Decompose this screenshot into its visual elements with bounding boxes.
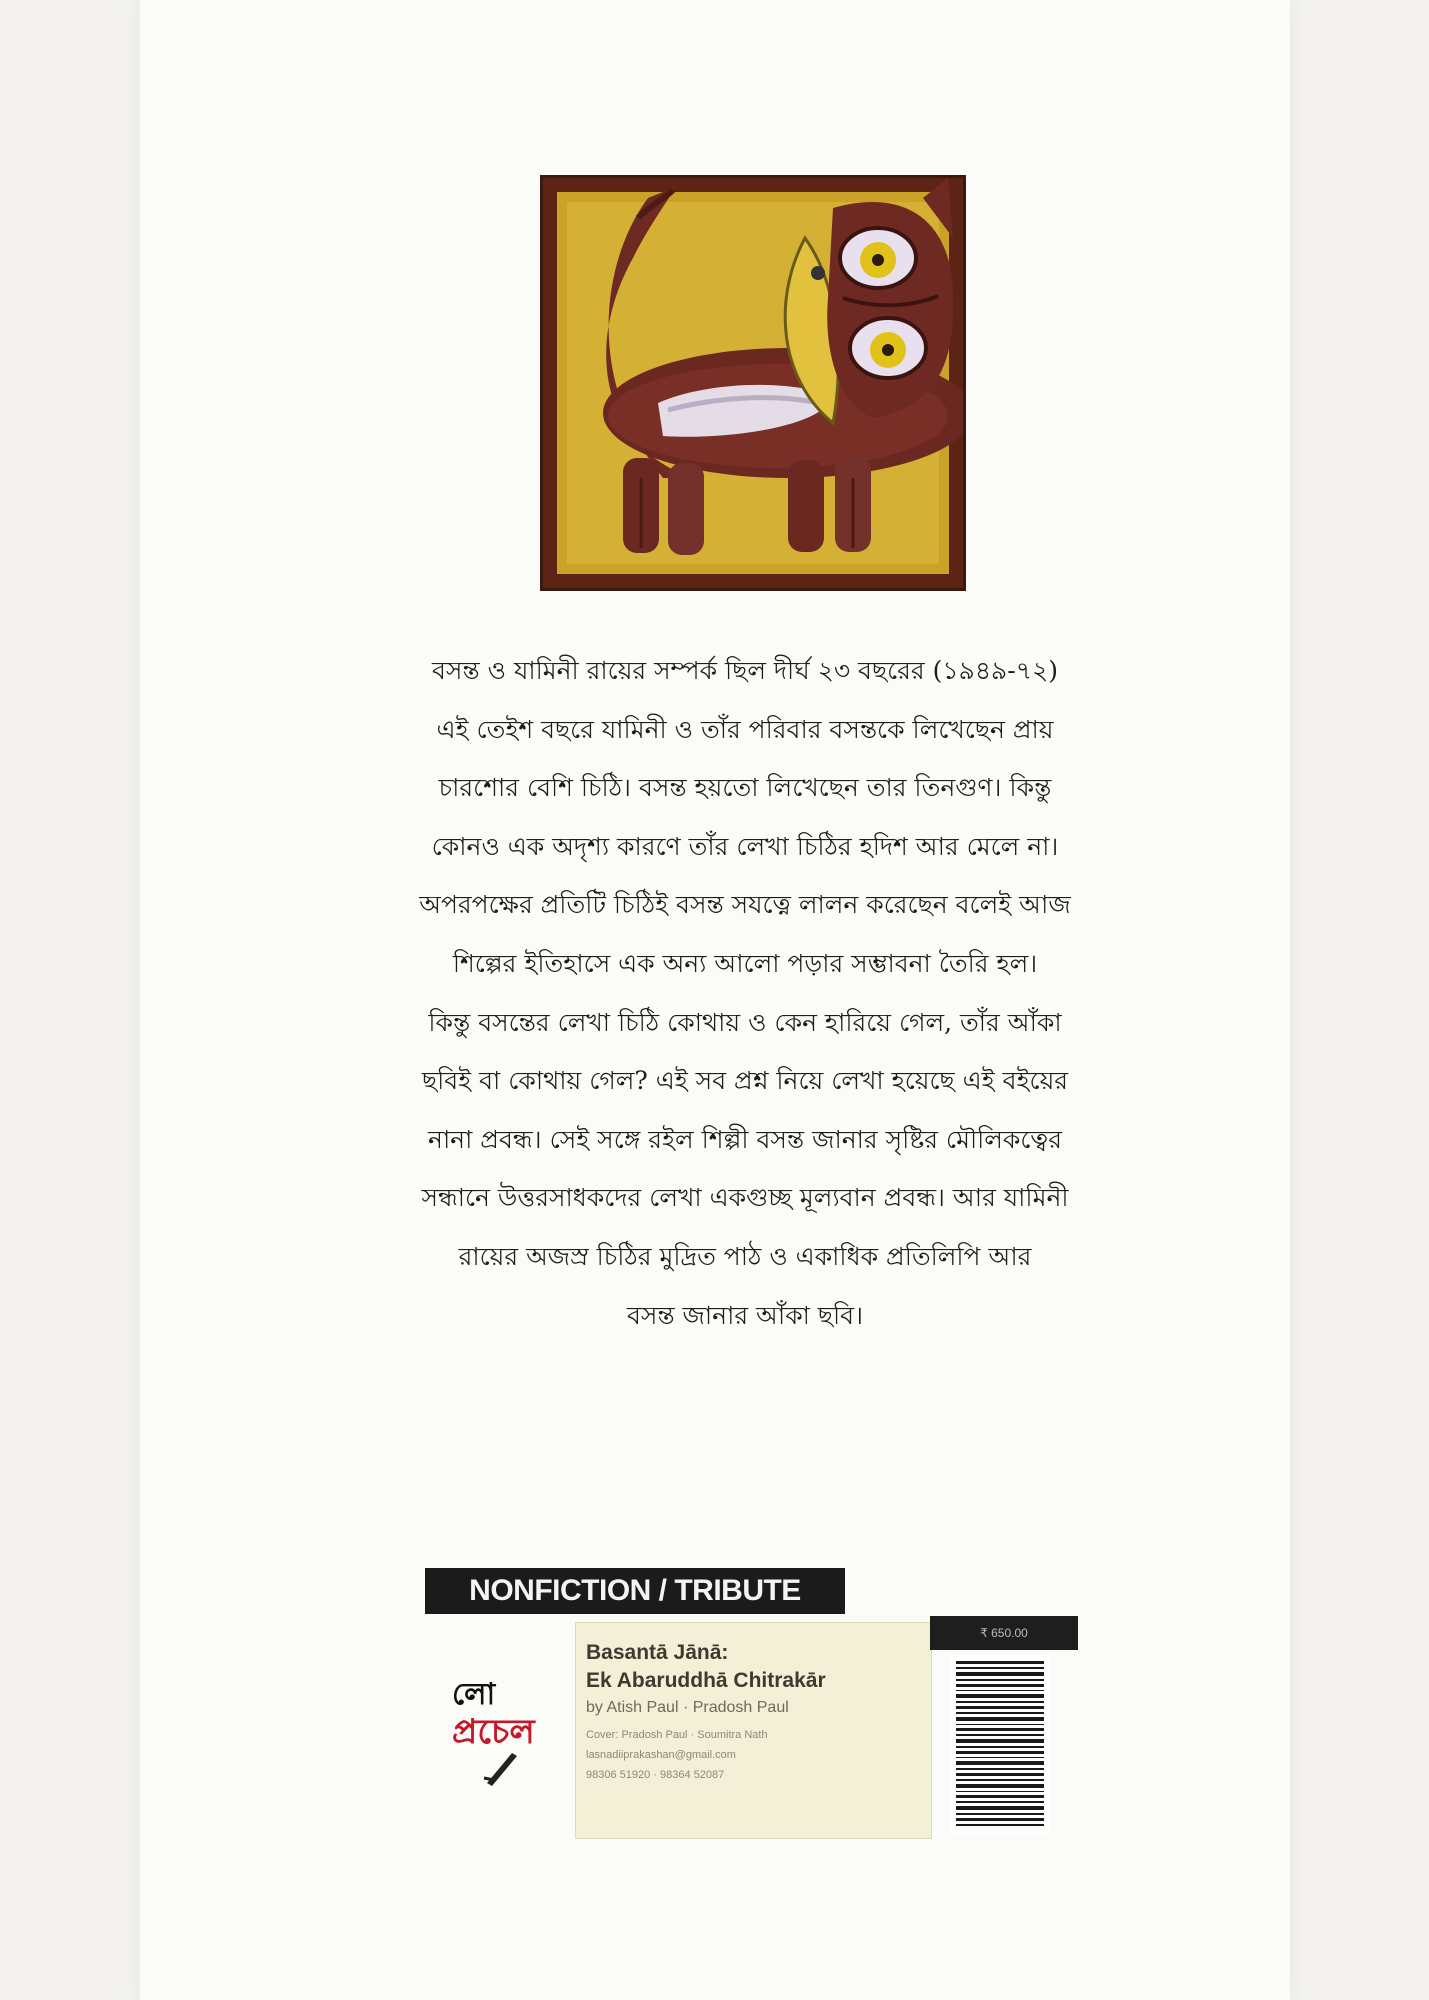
cover-credit: Cover: Pradosh Paul · Soumitra Nath [586,1729,768,1741]
barcode-icon [950,1655,1050,1835]
publisher-logo [452,1670,542,1790]
publisher-email: lasnadiiprakashan@gmail.com [586,1749,736,1761]
blurb-line: রায়ের অজস্র চিঠির মুদ্রিত পাঠ ও একাধিক প্রতিলিপি আর [458,1241,1032,1271]
book-byline: by Atish Paul · Pradosh Paul [586,1699,789,1716]
book-title-line1: Basantā Jānā: [586,1641,729,1664]
blurb-line: শিল্পের ইতিহাসে এক অন্য আলো পড়ার সম্ভাবনা তৈরি হল। [452,948,1038,978]
price-label: ₹ 650.00 [930,1616,1078,1650]
book-info-sticker [575,1622,932,1839]
publisher-logo-line1: লো [452,1677,496,1712]
blurb-line: কোনও এক অদৃশ্য কারণে তাঁর লেখা চিঠির হদিশ আর মেলে না। [431,831,1059,861]
blurb-line: বসন্ত জানার আঁকা ছবি। [626,1300,864,1330]
category-tag: NONFICTION / TRIBUTE [425,1568,845,1614]
blurb-text [360,642,1130,1345]
blurb-line: চারশোর বেশি চিঠি। বসন্ত হয়তো লিখেছেন তার তিনগুণ। কিন্তু [438,773,1052,803]
cat-painting-icon [540,175,966,591]
quill-pen-icon [482,1748,522,1788]
book-title-line2: Ek Abaruddhā Chitrakār [586,1669,826,1692]
blurb-line: সন্ধানে উত্তরসাধকদের লেখা একগুচ্ছ মূল্যবান প্রবন্ধ। আর যামিনী [421,1183,1069,1213]
blurb-line: নানা প্রবন্ধ। সেই সঙ্গে রইল শিল্পী বসন্ত জানার সৃষ্টির মৌলিকত্বের [428,1124,1062,1154]
blurb-line: অপরপক্ষের প্রতিটি চিঠিই বসন্ত সযত্নে লালন করেছেন বলেই আজ [419,890,1071,920]
publisher-logo-line2: প্রচেল [452,1712,535,1752]
blurb-line: এই তেইশ বছরে যামিনী ও তাঁর পরিবার বসন্তকে লিখেছেন প্রায় [436,714,1054,744]
blurb-line: বসন্ত ও যামিনী রায়ের সম্পর্ক ছিল দীর্ঘ ২৩ বছরের (১৯৪৯-৭২) [432,656,1058,685]
publisher-phones: 98306 51920 · 98364 52087 [586,1769,725,1781]
blurb-line: কিন্তু বসন্তের লেখা চিঠি কোথায় ও কেন হারিয়ে গেল, তাঁর আঁকা [428,1007,1062,1037]
blurb-line: ছবিই বা কোথায় গেল? এই সব প্রশ্ন নিয়ে লেখা হয়েছে এই বইয়ের [421,1066,1069,1096]
